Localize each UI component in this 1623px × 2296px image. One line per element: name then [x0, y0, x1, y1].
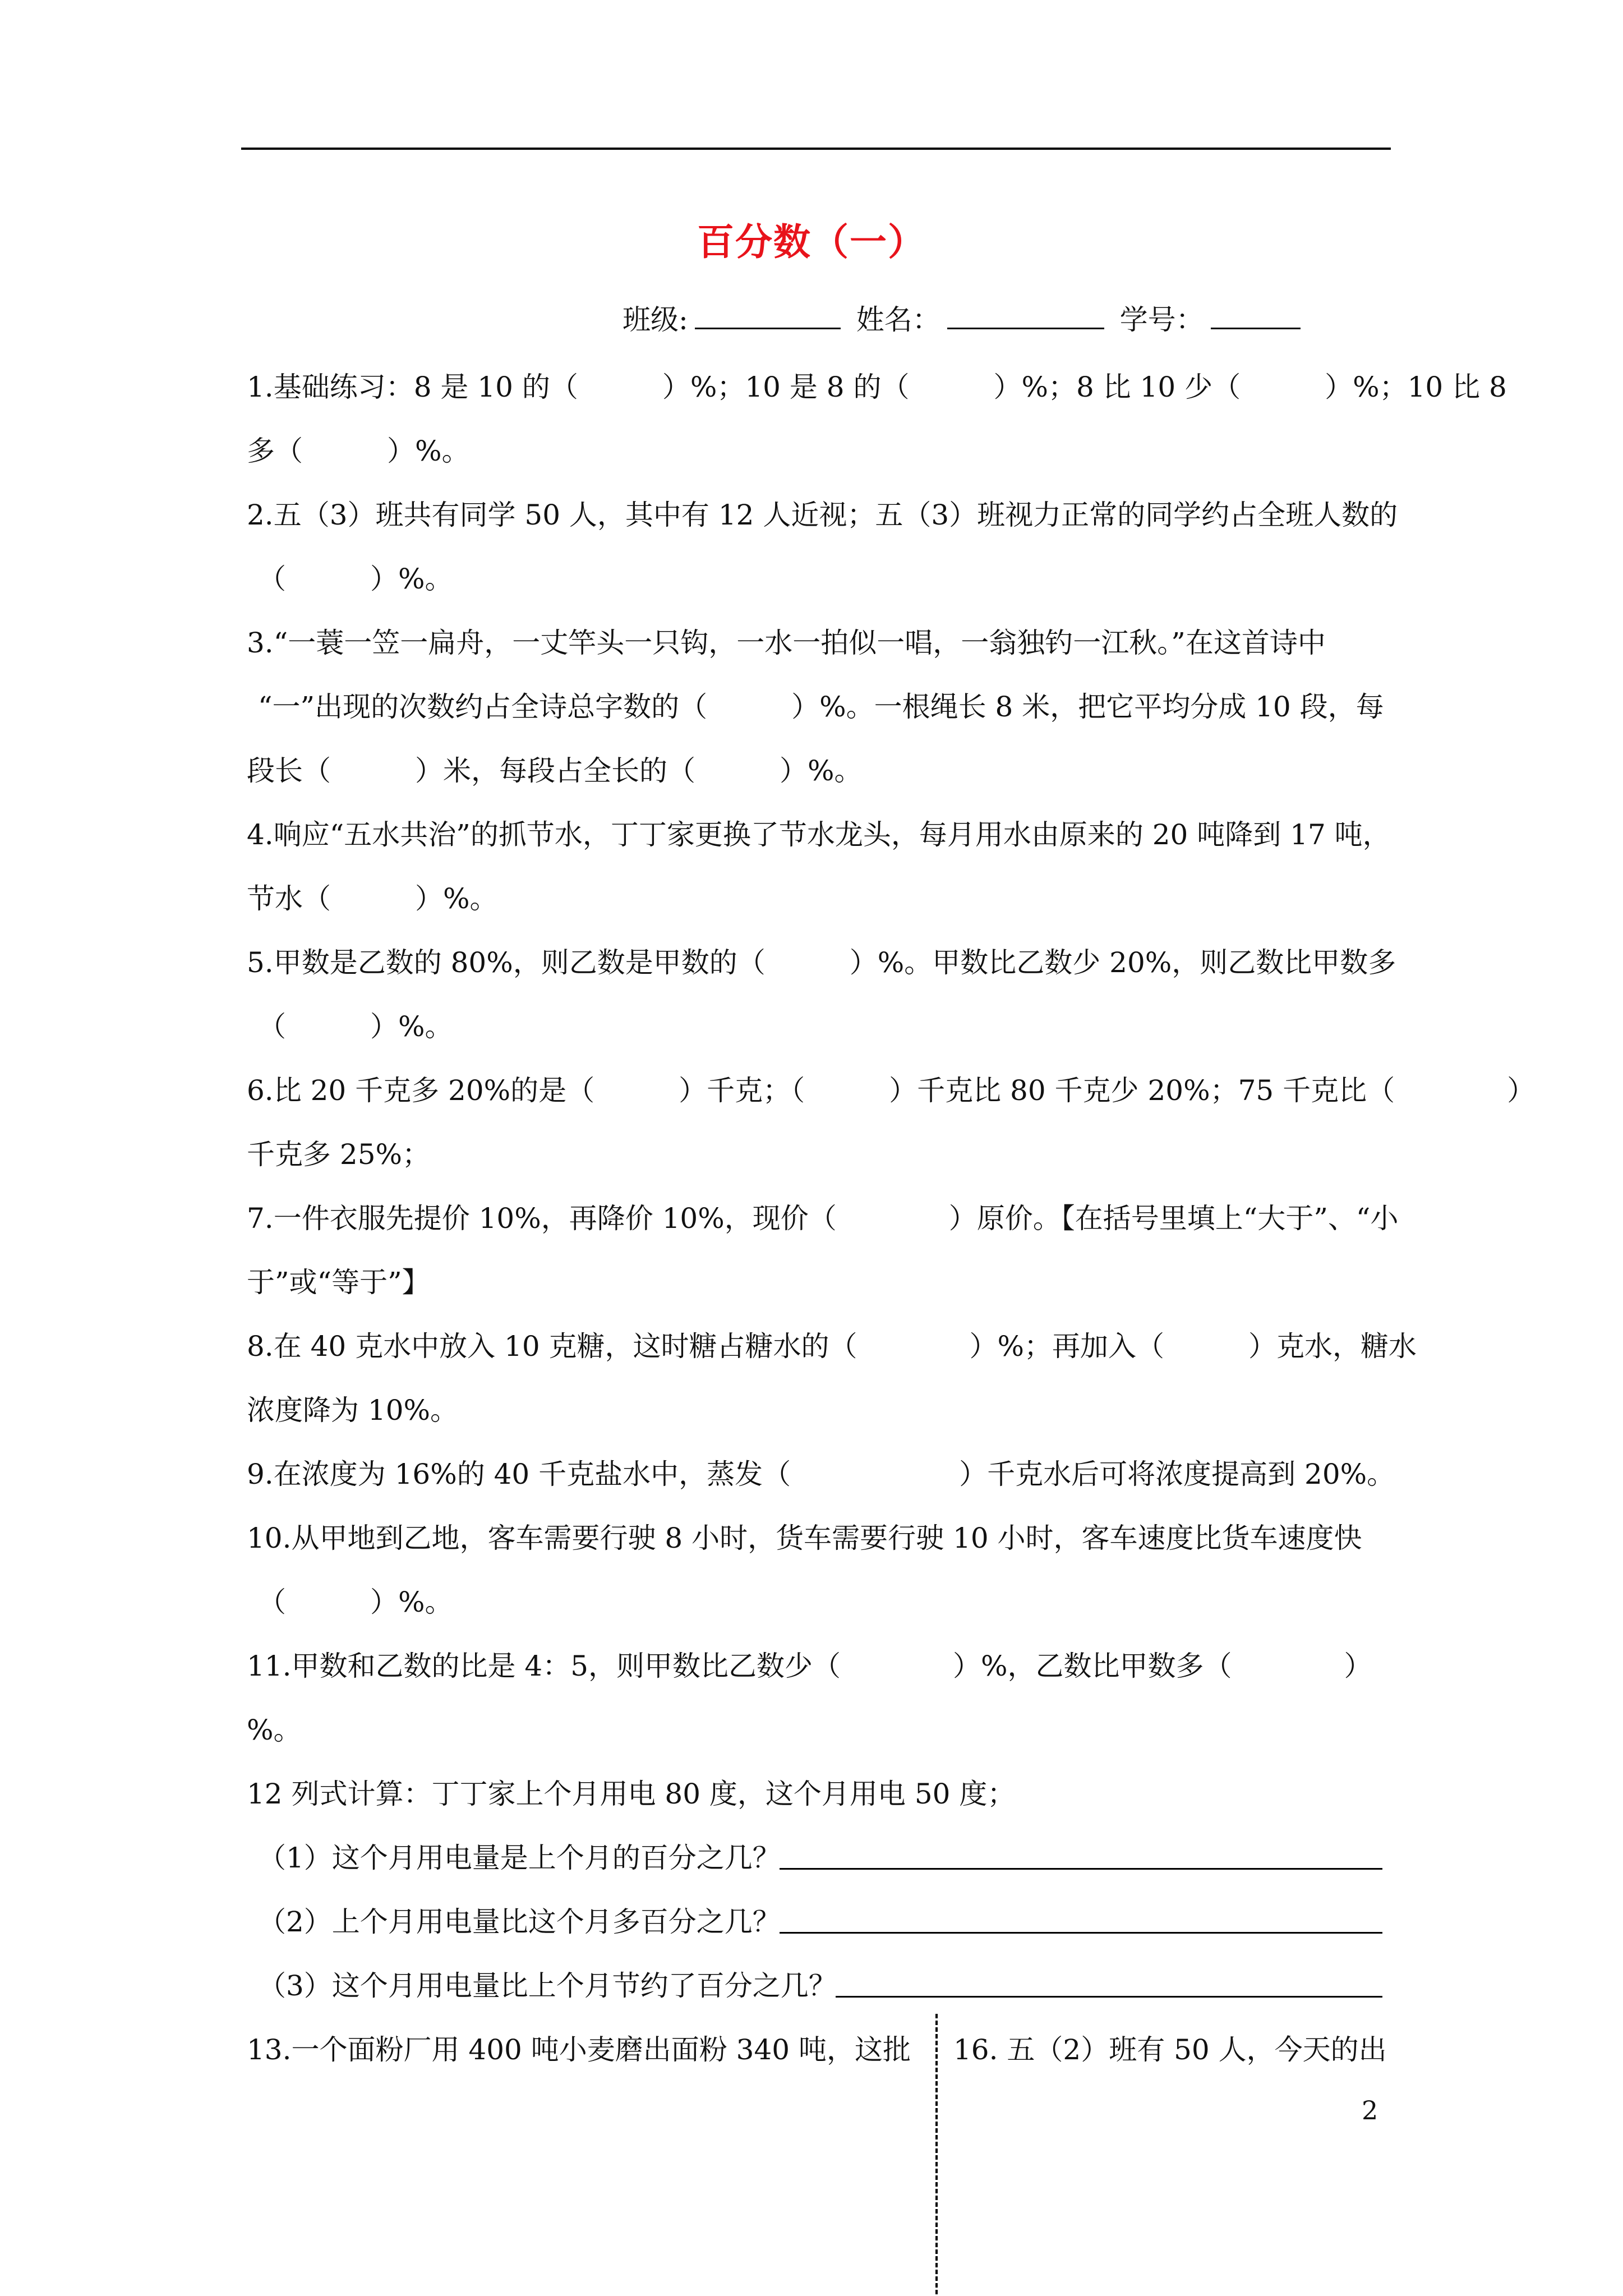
question-line: （ ）%。 [258, 1586, 453, 1618]
question-line: 段长（ ）米，每段占全长的（ ）%。 [247, 754, 863, 787]
column-divider [935, 2014, 938, 2294]
answer-line-1[interactable] [780, 1868, 1382, 1870]
class-blank[interactable] [695, 327, 841, 329]
name-label: 姓名： [856, 303, 940, 336]
question-line: 5.甲数是乙数的 80%，则乙数是甲数的（ ）%。甲数比乙数少 20%，则乙数比甲数多 [247, 946, 1396, 979]
question-line: 9.在浓度为 16%的 40 千克盐水中，蒸发（ ）千克水后可将浓度提高到 20%。 [247, 1458, 1395, 1490]
question-line: 1.基础练习：8 是 10 的（ ）%；10 是 8 的（ ）%；8 比 10 少（ ）%；10 比 8 [247, 371, 1507, 403]
page-number: 2 [1362, 2095, 1378, 2125]
header-rule [241, 148, 1391, 150]
question-line: 8.在 40 克水中放入 10 克糖，这时糖占糖水的（ ）%；再加入（ ）克水，糖水 [247, 1330, 1417, 1363]
question-line: 节水（ ）%。 [247, 882, 498, 915]
question-line: 于”或“等于”】 [247, 1266, 430, 1299]
question-line: （ ）%。 [258, 1010, 453, 1043]
answer-line-2[interactable] [780, 1932, 1382, 1934]
question-line: “一”出现的次数约占全诗总字数的（ ）%。一根绳长 8 米，把它平均分成 10 段，每 [258, 691, 1384, 723]
question-line: 2.五（3）班共有同学 50 人，其中有 12 人近视；五（3）班视力正常的同学约占全班人数的 [247, 499, 1398, 531]
sub-question-2: （2）上个月用电量比这个月多百分之几？ [258, 1906, 781, 1938]
name-blank[interactable] [947, 327, 1104, 329]
question-16: 16. 五（2）班有 50 人，今天的出 [953, 2033, 1387, 2066]
sub-question-1: （1）这个月用电量是上个月的百分之几？ [258, 1842, 781, 1874]
question-line: 千克多 25%； [247, 1138, 431, 1171]
question-line: 3.“一蓑一笠一扁舟，一丈竿头一只钩，一水一拍似一唱，一翁独钓一江秋。”在这首诗中 [247, 627, 1326, 659]
question-13: 13.一个面粉厂用 400 吨小麦磨出面粉 340 吨，这批 [247, 2033, 911, 2066]
question-line: 11.甲数和乙数的比是 4：5，则甲数比乙数少（ ）%，乙数比甲数多（ ） [247, 1650, 1372, 1682]
question-line: （ ）%。 [258, 563, 453, 595]
question-line: %。 [247, 1714, 302, 1746]
question-line: 4.响应“五水共治”的抓节水，丁丁家更换了节水龙头，每月用水由原来的 20 吨降到 17 吨， [247, 818, 1391, 851]
question-line: 6.比 20 千克多 20%的是（ ）千克；（ ）千克比 80 千克少 20%；75 千克比（ ） [247, 1074, 1536, 1107]
id-blank[interactable] [1211, 327, 1301, 329]
question-line: 10.从甲地到乙地，客车需要行驶 8 小时，货车需要行驶 10 小时，客车速度比货车速度快 [247, 1522, 1362, 1554]
question-line: 浓度降为 10%。 [247, 1394, 459, 1427]
question-line: 7.一件衣服先提价 10%，再降价 10%，现价（ ）原价。【在括号里填上“大于”、“小 [247, 1202, 1399, 1235]
page-title: 百分数（一） [697, 220, 926, 264]
student-info-line [623, 297, 1307, 338]
question-line: 多（ ）%。 [247, 435, 470, 467]
id-label: 学号： [1119, 303, 1204, 336]
question-line: 12 列式计算：丁丁家上个月用电 80 度，这个月用电 50 度； [247, 1778, 1016, 1810]
sub-question-3: （3）这个月用电量比上个月节约了百分之几？ [258, 1970, 837, 2002]
answer-line-3[interactable] [836, 1996, 1382, 1998]
class-label: 班级: [623, 303, 688, 336]
